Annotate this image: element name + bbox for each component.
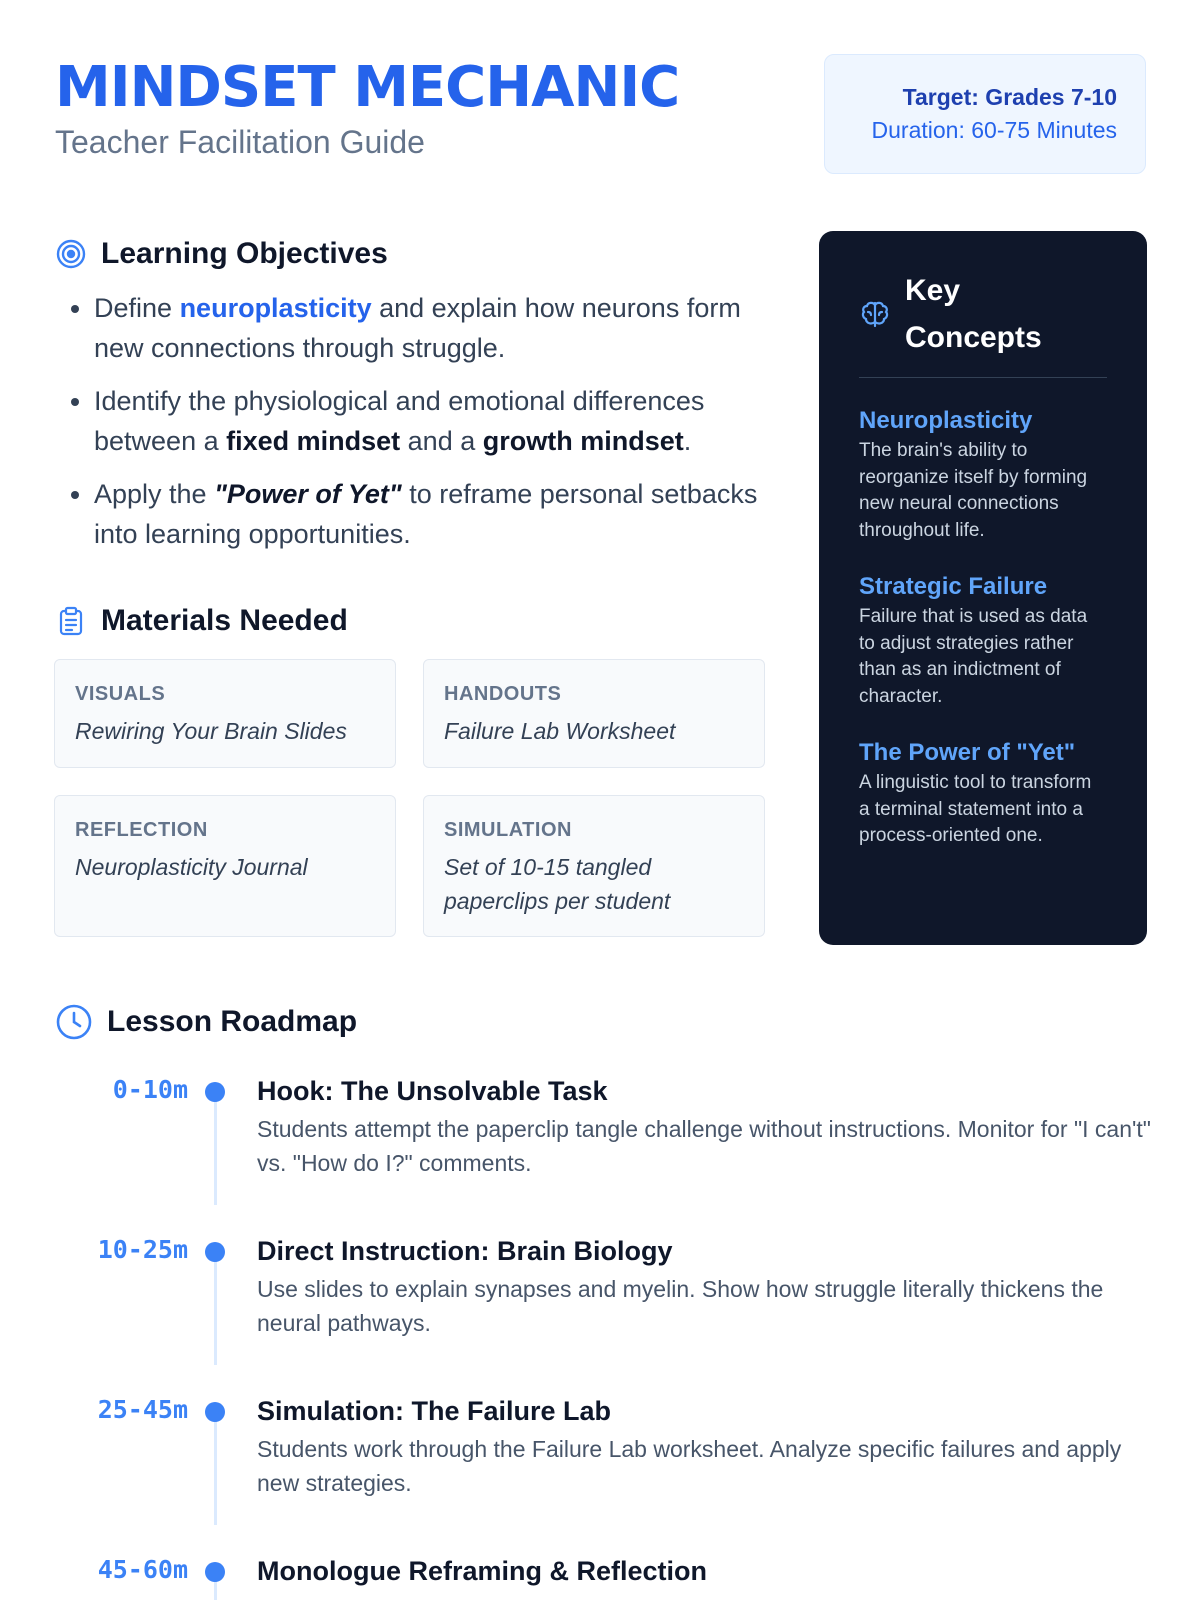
concept-item [859,406,1107,544]
material-label: VISUALS [75,683,166,705]
term-neuroplasticity: neuroplasticity [179,293,372,323]
step-title: Hook: The Unsolvable Task [257,1076,608,1106]
objectives-list [68,288,794,567]
step-time: 45-60m [97,1555,188,1584]
objective-item: • Identify the physiological and emotional differences between a fixed mindset and a growth mindset. [94,381,794,461]
timeline-dot [205,1082,225,1102]
page-title: MINDSET MECHANIC [55,55,680,120]
material-card-simulation [423,795,765,937]
target-grades: Target: Grades 7-10 [902,84,1117,110]
step-title: Simulation: The Failure Lab [257,1396,612,1426]
material-label: SIMULATION [444,819,572,841]
step-title: Monologue Reframing & Reflection [257,1556,708,1586]
material-card-visuals [54,659,396,768]
key-concepts-heading [859,267,1107,378]
material-label: REFLECTION [75,819,208,841]
timeline-connector [214,1261,217,1365]
step-description: Students attempt the paperclip tangle challenge without instructions. Monitor for "I can't" vs. "How do I?" comments. [257,1116,1151,1176]
concept-name: Neuroplasticity [859,407,1033,434]
concept-item [859,572,1107,710]
step-description: Students work through the Failure Lab worksheet. Analyze specific failures and apply new strategies. [257,1436,1122,1496]
objective-item: • Apply the "Power of Yet" to reframe personal setbacks into learning opportunities. [94,474,794,554]
key-concepts-title: Key Concepts [905,274,1042,354]
timeline-connector [214,1580,217,1600]
objectives-heading [55,237,388,271]
timeline-dot [205,1242,225,1262]
material-label: HANDOUTS [444,683,562,705]
step-time: 10-25m [97,1235,188,1264]
timeline-dot [205,1402,225,1422]
clipboard-icon [55,605,87,637]
concept-definition: A linguistic tool to transform a terminal statement into a process-oriented one. [859,772,1092,846]
timeline-connector [214,1421,217,1525]
term-growth-mindset: growth mindset [482,426,684,456]
step-time: 0-10m [112,1075,188,1104]
term-power-of-yet: "Power of Yet" [214,479,402,509]
materials-heading [55,604,348,638]
step-description: Use slides to explain synapses and myelin. Show how struggle literally thickens the neural pathways. [257,1276,1104,1336]
target-icon [55,238,87,270]
timeline-dot [205,1562,225,1582]
material-value: Rewiring Your Brain Slides [75,718,347,744]
concept-name: Strategic Failure [859,573,1048,600]
roadmap-heading [55,1003,357,1041]
term-fixed-mindset: fixed mindset [226,426,401,456]
target-info-box [824,54,1146,174]
concept-definition: The brain's ability to reorganize itself by forming new neural connections throughout life. [859,440,1088,541]
objectives-title: Learning Objectives [101,237,388,270]
objective-item: • Define neuroplasticity and explain how neurons form new connections through struggle. [94,288,794,368]
key-concepts-panel [819,231,1147,945]
clock-icon [55,1003,93,1041]
material-value: Neuroplasticity Journal [75,854,308,880]
lesson-duration: Duration: 60-75 Minutes [871,117,1117,143]
concept-name: The Power of "Yet" [859,739,1076,766]
timeline-connector [214,1101,217,1205]
page-header [55,56,679,162]
material-value: Set of 10-15 tangled paperclips per student [444,854,671,914]
materials-title: Materials Needed [101,604,348,637]
material-value: Failure Lab Worksheet [444,718,676,744]
step-title: Direct Instruction: Brain Biology [257,1236,673,1266]
concept-item [859,738,1107,850]
brain-icon [859,298,891,330]
material-card-reflection [54,795,396,937]
material-card-handouts [423,659,765,768]
step-time: 25-45m [97,1395,188,1424]
roadmap-title: Lesson Roadmap [107,1005,358,1038]
concept-definition: Failure that is used as data to adjust strategies rather than as an indictment of character. [859,606,1088,707]
page-subtitle: Teacher Facilitation Guide [55,124,425,160]
